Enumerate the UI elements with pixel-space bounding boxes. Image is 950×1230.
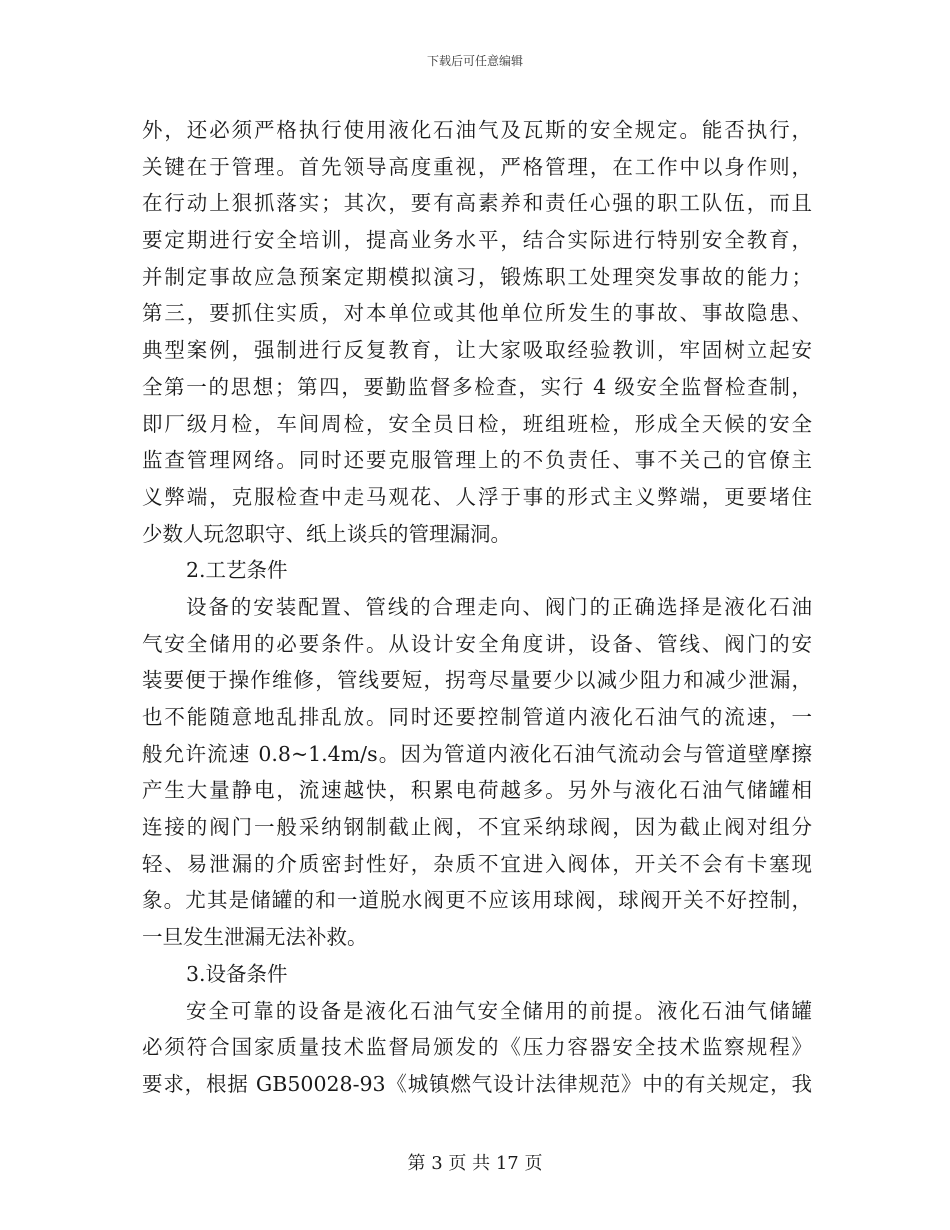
body-line: 必须符合国家质量技术监督局颁发的《压力容器安全技术监察规程》	[142, 1035, 812, 1060]
body-line: 设备的安装配置、管线的合理走向、阀门的正确选择是液化石油	[186, 594, 812, 619]
body-line: 也不能随意地乱排乱放。同时还要控制管道内液化石油气的流速，一	[142, 705, 812, 729]
section-heading: 3.设备条件	[186, 961, 288, 986]
page-header-note: 下载后可任意编辑	[426, 54, 523, 68]
body-line: 要定期进行安全培训，提高业务水平，结合实际进行特别安全教育，	[142, 228, 812, 253]
body-line: 并制定事故应急预案定期模拟演习，锻炼职工处理突发事故的能力；	[142, 264, 812, 289]
body-line: 产生大量静电，流速越快，积累电荷越多。另外与液化石油气储罐相	[142, 778, 812, 803]
page-number: 第 3 页 共 17 页	[407, 1153, 543, 1174]
body-line: 要求，根据 GB50028-93《城镇燃气设计法律规范》中的有关规定，我	[142, 1071, 812, 1096]
body-line: 轻、易泄漏的介质密封性好，杂质不宜进入阀体，开关不会有卡塞现	[142, 851, 812, 876]
body-line: 监查管理网络。同时还要克服管理上的不负责任、事不关己的官僚主	[142, 448, 812, 473]
body-line: 典型案例，强制进行反复教育，让大家吸取经验教训，牢固树立起安	[142, 338, 812, 363]
body-line: 象。尤其是储罐的和一道脱水阀更不应该用球阀，球阀开关不好控制，	[142, 888, 812, 913]
body-line: 在行动上狠抓落实；其次，要有高素养和责任心强的职工队伍，而且	[142, 191, 812, 216]
body-line: 装要便于操作维修，管线要短，拐弯尽量要少以减少阻力和减少泄漏，	[142, 668, 812, 693]
section-heading: 2.工艺条件	[186, 558, 288, 583]
body-line: 关键在于管理。首先领导高度重视，严格管理，在工作中以身作则，	[142, 154, 812, 179]
body-line: 全第一的思想；第四，要勤监督多检查，实行 4 级安全监督检查制，	[142, 374, 812, 399]
body-line: 气安全储用的必要条件。从设计安全角度讲，设备、管线、阀门的安	[142, 631, 812, 656]
body-line: 即厂级月检，车间周检，安全员日检，班组班检，形成全天候的安全	[142, 411, 812, 436]
body-line: 外，还必须严格执行使用液化石油气及瓦斯的安全规定。能否执行，	[142, 118, 812, 142]
body-line: 义弊端，克服检查中走马观花、人浮于事的形式主义弊端，更要堵住	[142, 484, 812, 509]
body-line: 般允许流速 0.8~1.4m/s。因为管道内液化石油气流动会与管道壁摩擦	[142, 741, 812, 766]
body-line: 连接的阀门一般采纳钢制截止阀，不宜采纳球阀，因为截止阀对组分	[142, 815, 812, 840]
document-body	[142, 112, 812, 1103]
body-line: 少数人玩忽职守、纸上谈兵的管理漏洞。	[142, 521, 511, 546]
body-line: 一旦发生泄漏无法补救。	[142, 925, 368, 950]
body-line: 安全可靠的设备是液化石油气安全储用的前提。液化石油气储罐	[186, 998, 812, 1023]
body-line: 第三，要抓住实质，对本单位或其他单位所发生的事故、事故隐患、	[142, 301, 812, 326]
